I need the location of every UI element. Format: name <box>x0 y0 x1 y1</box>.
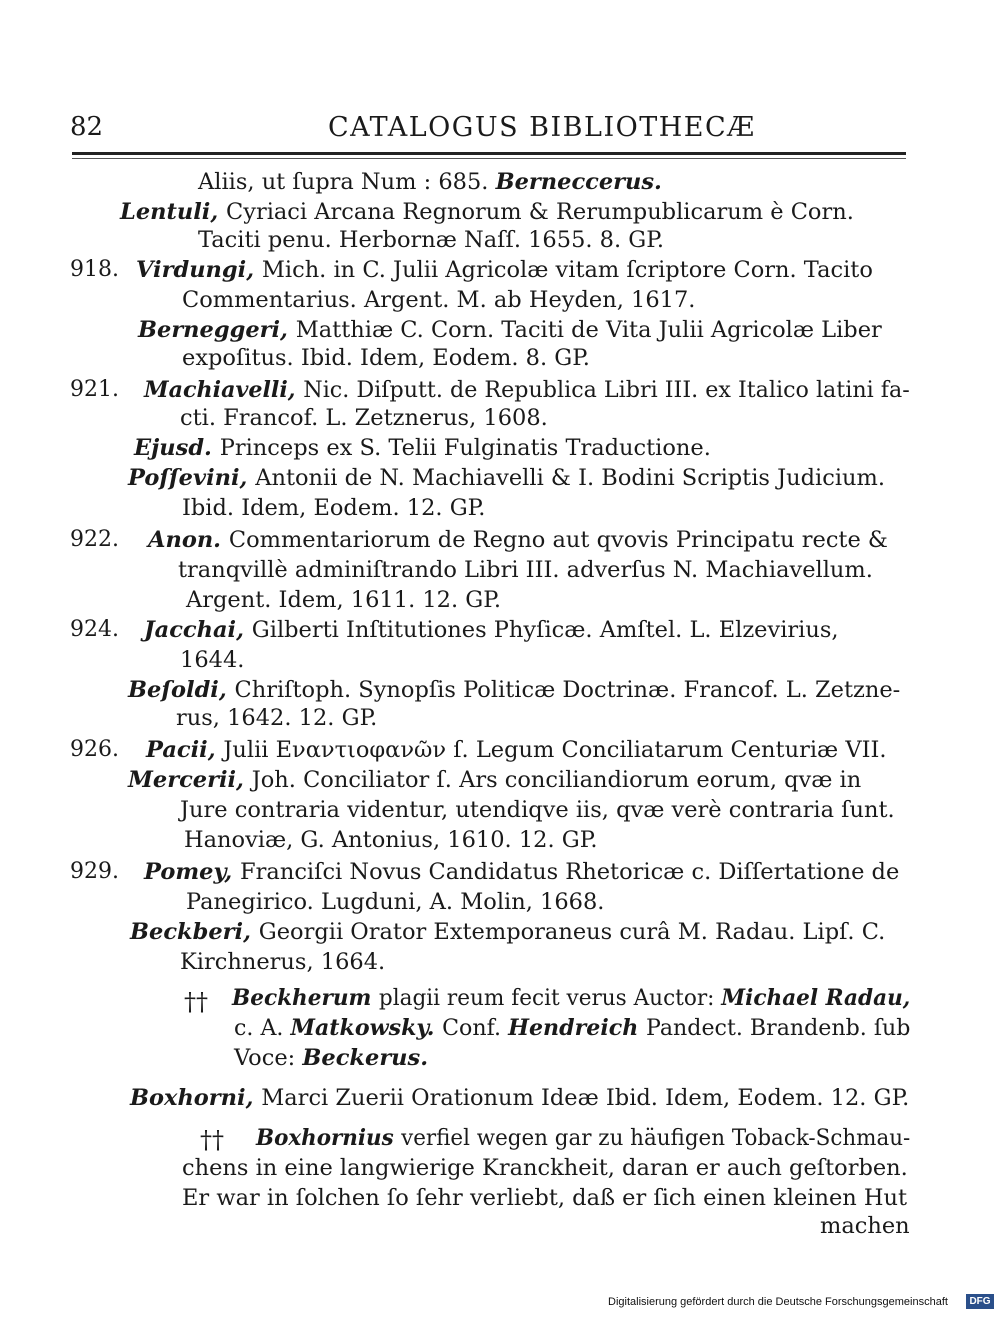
dfg-logo: DFG <box>966 1294 994 1309</box>
author-name: Mercerii, <box>128 767 252 793</box>
catalog-line <box>182 1154 908 1182</box>
line-text: Pandect. Brandenb. ſub <box>645 1015 911 1041</box>
line-text: Franciſci Novus Candidatus Rhetoricæ c. Diſſertatione de <box>240 859 900 885</box>
line-text: Er war in ſolchen ſo ſehr verliebt, daß er ſich einen kleinen Hut <box>182 1185 908 1211</box>
line-text: Commentarius. Argent. M. ab Heyden, 1617. <box>182 287 696 313</box>
catalog-line <box>178 556 873 584</box>
line-text: Hanoviæ, G. Antonius, 1610. 12. GP. <box>184 827 598 853</box>
catalog-line <box>820 1212 910 1240</box>
author-name: Boxhornius <box>256 1125 402 1151</box>
catalog-line <box>138 316 882 344</box>
entry-number: 926. <box>70 737 119 762</box>
line-text: Princeps ex S. Telii Fulginatis Traductione. <box>219 435 711 461</box>
line-text: Aliis, ut ſupra Num : 685. <box>198 169 496 195</box>
line-text: Antonii de N. Machiavelli & I. Bodini Scriptis Judicium. <box>255 465 885 491</box>
line-text: plagii reum fecit verus Auctor: <box>378 985 722 1011</box>
catalog-line <box>180 796 895 824</box>
line-text: Nic. Diſputt. de Republica Libri III. ex Italico latini fa- <box>303 377 910 403</box>
catalog-line <box>184 826 597 854</box>
catalog-line <box>176 704 377 732</box>
catalog-line <box>256 1124 910 1152</box>
catalog-line <box>182 1184 907 1212</box>
dagger-mark: †† <box>200 1126 224 1154</box>
catalog-line <box>134 434 711 462</box>
line-text: Taciti penu. Herbornæ Naſſ. 1655. 8. GP. <box>198 227 665 253</box>
catalog-line <box>186 888 604 916</box>
catalog-line <box>130 1084 909 1112</box>
catalog-line <box>234 1014 910 1042</box>
catalog-line <box>182 286 695 314</box>
author-name: Virdungi, <box>136 257 262 283</box>
line-text: Matthiæ C. Corn. Taciti de Vita Julii Agricolæ Liber <box>295 317 882 343</box>
line-text: Argent. Idem, 1611. 12. GP. <box>186 587 502 613</box>
author-name: Beckerus. <box>302 1045 429 1071</box>
line-text: Panegirico. Lugduni, A. Molin, 1668. <box>186 889 605 915</box>
author-name: Michael Radau, <box>721 985 911 1011</box>
catalog-line <box>180 646 244 674</box>
author-name: Pacii, <box>146 737 224 763</box>
line-text: cti. Francof. L. Zetznerus, 1608. <box>180 405 548 431</box>
catalog-line <box>120 198 854 226</box>
page-title: CATALOGUS BIBLIOTHECÆ <box>328 112 756 143</box>
author-name: Poſſevini, <box>128 465 256 491</box>
author-name: Ejusd. <box>134 435 220 461</box>
line-text: Cyriaci Arcana Regnorum & Rerumpublicarum è Corn. <box>226 199 854 225</box>
line-text: verfiel wegen gar zu häufigen Toback-Schmau- <box>401 1125 911 1151</box>
catalog-line <box>144 376 910 404</box>
entry-number: 929. <box>70 859 119 884</box>
entry-number: 921. <box>70 377 119 402</box>
author-name: Hendreich <box>508 1015 646 1041</box>
catalog-line <box>182 344 590 372</box>
line-text: chens in eine langwierige Kranckheit, daran er auch geſtorben. <box>182 1155 908 1181</box>
author-name: Berneccerus. <box>495 169 662 195</box>
header-rule <box>72 152 906 155</box>
catalog-line <box>180 948 385 976</box>
line-text: machen <box>820 1213 910 1239</box>
line-text: Marci Zuerii Orationum Ideæ Ibid. Idem, Eodem. 12. GP. <box>261 1085 910 1111</box>
page-number: 82 <box>70 112 104 142</box>
catalog-line <box>128 676 900 704</box>
line-text: Joh. Conciliator ſ. Ars conciliandiorum eorum, qvæ in <box>251 767 862 793</box>
line-text: Kirchnerus, 1664. <box>180 949 386 975</box>
catalog-line <box>234 1044 428 1072</box>
catalog-line <box>128 766 861 794</box>
author-name: Beſoldi, <box>128 677 235 703</box>
catalog-line <box>180 404 548 432</box>
entry-number: 918. <box>70 257 119 282</box>
catalog-line <box>146 736 887 764</box>
line-text: Mich. in C. Julii Agricolæ vitam ſcriptore Corn. Tacito <box>261 257 873 283</box>
line-text: rus, 1642. 12. GP. <box>176 705 378 731</box>
catalog-line <box>144 858 899 886</box>
catalog-line <box>198 226 664 254</box>
author-name: Jacchai, <box>144 617 252 643</box>
dagger-mark: †† <box>184 988 208 1016</box>
author-name: Anon. <box>148 527 229 553</box>
author-name: Lentuli, <box>120 199 227 225</box>
catalog-line <box>128 464 885 492</box>
line-text: Georgii Orator Extemporaneus curâ M. Radau. Lipſ. C. <box>258 919 886 945</box>
line-text: Jure contraria videntur, utendiqve iis, qvæ verè contraria ſunt. <box>180 797 895 823</box>
footer-credit: Digitalisierung gefördert durch die Deutsche Forschungsgemeinschaft <box>608 1296 948 1308</box>
line-text: tranqvillè adminiſtrando Libri III. adverſus N. Machiavellum. <box>178 557 873 583</box>
author-name: Beckherum <box>232 985 379 1011</box>
entry-number: 924. <box>70 617 119 642</box>
catalog-line <box>130 918 885 946</box>
line-text: 1644. <box>180 647 245 673</box>
author-name: Beckberi, <box>130 919 259 945</box>
line-text: Voce: <box>234 1045 303 1071</box>
catalog-line <box>144 616 839 644</box>
author-name: Matkowsky. <box>290 1015 443 1041</box>
author-name: Machiavelli, <box>144 377 304 403</box>
catalog-line <box>182 494 485 522</box>
line-text: c. A. <box>234 1015 291 1041</box>
catalog-line <box>148 526 888 554</box>
header-rule-thin <box>72 158 906 159</box>
catalog-line <box>198 168 662 196</box>
line-text: expoſitus. Ibid. Idem, Eodem. 8. GP. <box>182 345 590 371</box>
line-text: Commentariorum de Regno aut qvovis Principatu recte & <box>228 527 888 553</box>
author-name: Boxhorni, <box>130 1085 262 1111</box>
line-text: Chriſtoph. Synopſis Politicæ Doctrinæ. Francof. L. Zetzne- <box>234 677 901 703</box>
catalog-line <box>186 586 501 614</box>
catalog-line <box>232 984 910 1012</box>
entry-number: 922. <box>70 527 119 552</box>
line-text: Ibid. Idem, Eodem. 12. GP. <box>182 495 486 521</box>
line-text: Julii Εναντιοφανῶν ſ. Legum Conciliatarum Centuriæ VII. <box>223 737 887 763</box>
author-name: Pomey, <box>144 859 241 885</box>
line-text: Conf. <box>442 1015 509 1041</box>
catalog-line <box>136 256 873 284</box>
line-text: Gilberti Inſtitutiones Phyſicæ. Amſtel. L. Elzevirius, <box>251 617 839 643</box>
author-name: Berneggeri, <box>138 317 296 343</box>
